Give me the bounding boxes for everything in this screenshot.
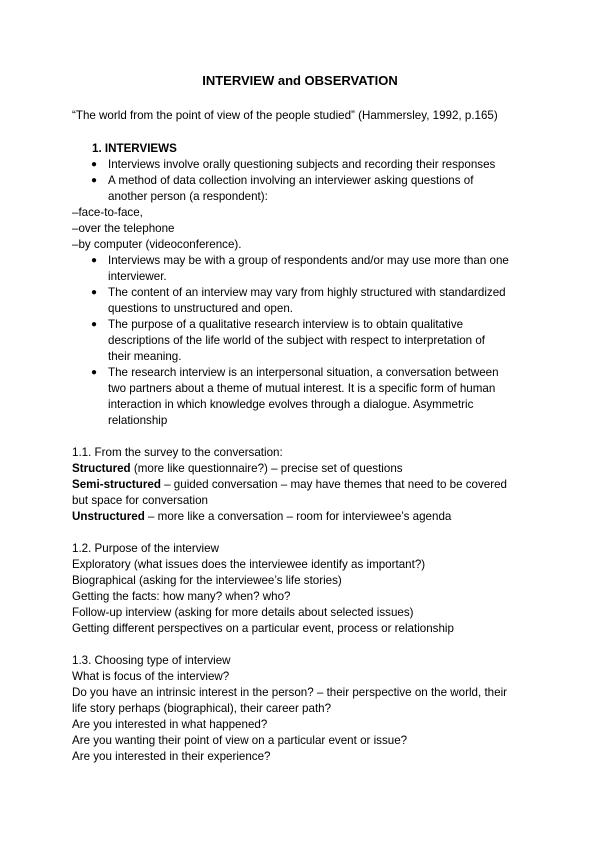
purpose-line: Follow-up interview (asking for more details about selected issues): [72, 606, 414, 619]
choosing-line: Are you interested in what happened?: [72, 718, 268, 731]
section-1-2-heading: 1.2. Purpose of the interview: [72, 542, 219, 555]
bullet-marker: ●: [91, 287, 98, 298]
structured-line: [72, 461, 403, 477]
semi-structured-term: Semi-structured: [72, 478, 161, 491]
structured-term: Structured: [72, 462, 131, 475]
unstructured-term: Unstructured: [72, 510, 145, 523]
bullet-marker: ●: [91, 255, 98, 266]
semi-structured-description: – guided conversation – may have themes that need to be covered: [160, 478, 508, 491]
bullet-text: interaction in which knowledge evolves through a dialogue. Asymmetric: [108, 398, 474, 411]
choosing-line: Are you interested in their experience?: [72, 750, 271, 763]
choosing-line: Are you wanting their point of view on a particular event or issue?: [72, 734, 408, 747]
interview-mode: –face-to-face,: [72, 206, 143, 219]
bullet-text: A method of data collection involving an interviewer asking questions of: [108, 174, 474, 187]
section-1-1-heading: 1.1. From the survey to the conversation:: [72, 446, 283, 459]
semi-structured-continuation: but space for conversation: [72, 494, 208, 507]
purpose-line: Getting different perspectives on a particular event, process or relationship: [72, 622, 454, 635]
bullet-text: The research interview is an interpersonal situation, a conversation between: [108, 366, 499, 379]
opening-quote: “The world from the point of view of the people studied” (Hammersley, 1992, p.165): [72, 109, 498, 122]
section-1-heading: 1. INTERVIEWS: [92, 142, 177, 155]
interview-mode: –by computer (videoconference).: [72, 238, 242, 251]
bullet-text: The content of an interview may vary from highly structured with standardized: [108, 286, 506, 299]
bullet-marker: ●: [91, 159, 98, 170]
bullet-text: their meaning.: [108, 350, 182, 363]
bullet-text: relationship: [108, 414, 168, 427]
structured-description: (more like questionnaire?) – precise set of questions: [130, 462, 403, 475]
purpose-line: Biographical (asking for the interviewee’s life stories): [72, 574, 342, 587]
semi-structured-line: [72, 477, 507, 493]
purpose-line: Exploratory (what issues does the interviewee identify as important?): [72, 558, 426, 571]
interview-mode: –over the telephone: [72, 222, 175, 235]
bullet-text: interviewer.: [108, 270, 167, 283]
bullet-text: Interviews involve orally questioning subjects and recording their responses: [108, 158, 496, 171]
choosing-line: What is focus of the interview?: [72, 670, 230, 683]
document-title: INTERVIEW and OBSERVATION: [202, 73, 398, 88]
bullet-text: another person (a respondent):: [108, 190, 268, 203]
choosing-line: life story perhaps (biographical), their career path?: [72, 702, 332, 715]
bullet-text: The purpose of a qualitative research interview is to obtain qualitative: [108, 318, 464, 331]
unstructured-description: – more like a conversation – room for interviewee’s agenda: [144, 510, 452, 523]
purpose-line: Getting the facts: how many? when? who?: [72, 590, 291, 603]
choosing-line: Do you have an intrinsic interest in the person? – their perspective on the world, their: [72, 686, 508, 699]
unstructured-line: [72, 509, 451, 525]
section-1-3-heading: 1.3. Choosing type of interview: [72, 654, 231, 667]
bullet-text: Interviews may be with a group of respondents and/or may use more than one: [108, 254, 509, 267]
bullet-text: two partners about a theme of mutual interest. It is a specific form of human: [108, 382, 496, 395]
bullet-text: descriptions of the life world of the subject with respect to interpretation of: [108, 334, 485, 347]
bullet-text: questions to unstructured and open.: [108, 302, 293, 315]
bullet-marker: ●: [91, 175, 98, 186]
bullet-marker: ●: [91, 319, 98, 330]
bullet-marker: ●: [91, 367, 98, 378]
